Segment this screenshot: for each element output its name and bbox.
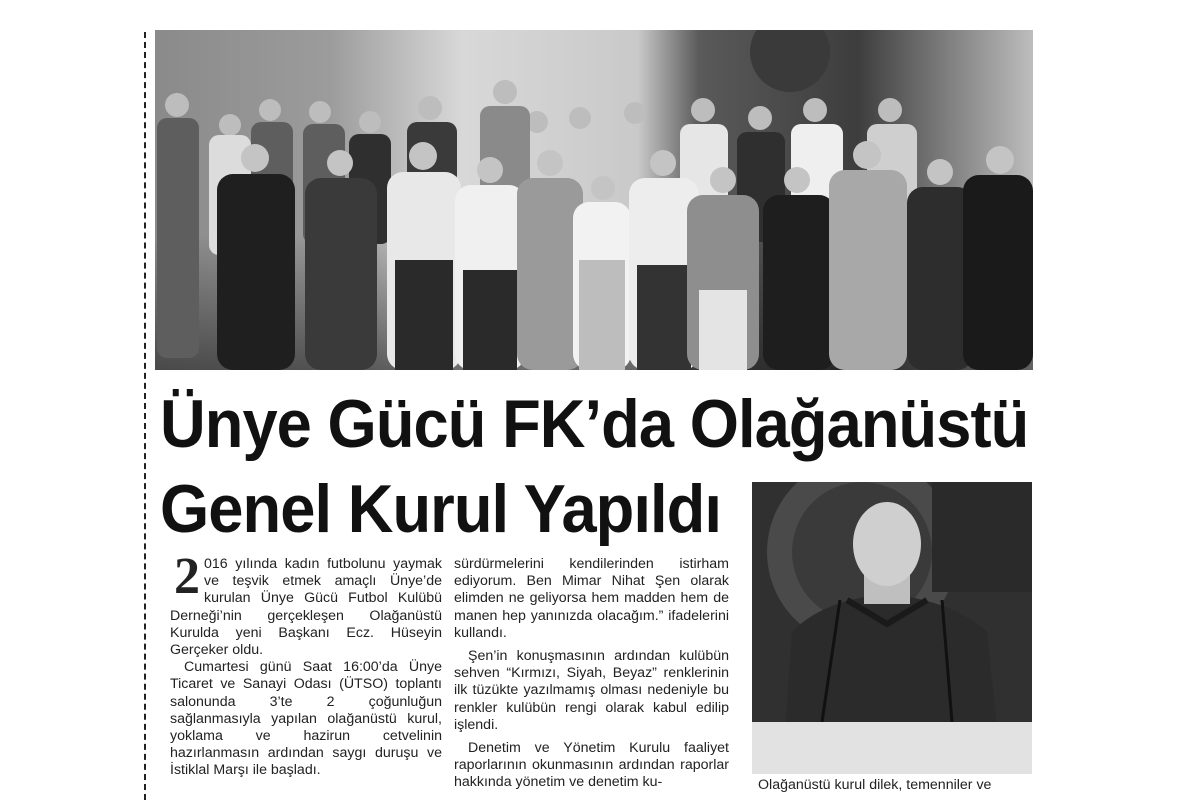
photo-caption: Olağanüstü kurul dilek, temenniler ve [758,777,992,793]
headline-line-1: Ünye Gücü FK’da Olağanüstü [160,386,1029,462]
headline-line-2: Genel Kurul Yapıldı [160,471,722,547]
emblem-shape [750,30,830,92]
drop-cap: 2 [174,548,200,605]
paragraph-text: 016 yılında kadın futbolunu yaymak ve teşvik etmek amaçlı Ünye’de kurulan Ünye Gücü Futbol Kulübü Derneği’nin gerçekleşen Olağanüstü Kurulda yeni Başkanı Ecz. Hüseyin Gerçeker oldu. [170,556,442,659]
article-paragraph: Denetim ve Yönetim Kurulu faaliyet raporlarının okunmasının ardından raporlar hakkında yönetim ve denetim ku- [454,740,729,791]
speaker-photo-illustration [752,482,1032,774]
column-divider-dashed [144,32,146,800]
group-photo [155,30,1033,370]
article-paragraph: Cumartesi günü Saat 16:00’da Ünye Ticaret ve Sanayi Odası (ÜTSO) toplantı salonunda 3’te 2 çoğunluğun sağlanmasıyla yapılan olağanüstü kurul, yoklama ve hazirun cetvelinin hazırlanmasın ardından saygı duruşu ve İstiklal Marşı ile başladı. [170,659,442,779]
article-column-2 [454,556,729,792]
article-column-1 [170,548,442,780]
speaker-photo [752,482,1032,774]
article-paragraph [170,548,442,659]
group-photo-illustration [155,30,1033,370]
article-paragraph: Şen’in konuşmasının ardından kulübün sehven “Kırmızı, Siyah, Beyaz” renklerinin ilk tüzükte yazılmamış olması nedeniyle bu renkler kulübün rengi olarak kabul edilip işlendi. [454,648,729,733]
article-paragraph: sürdürmelerini kendilerinden istirham ediyorum. Ben Mimar Nihat Şen olarak elimden ne geliyorsa hem madden hem de manen hep yanınızda olacağım.” ifadelerini kullandı. [454,556,729,641]
